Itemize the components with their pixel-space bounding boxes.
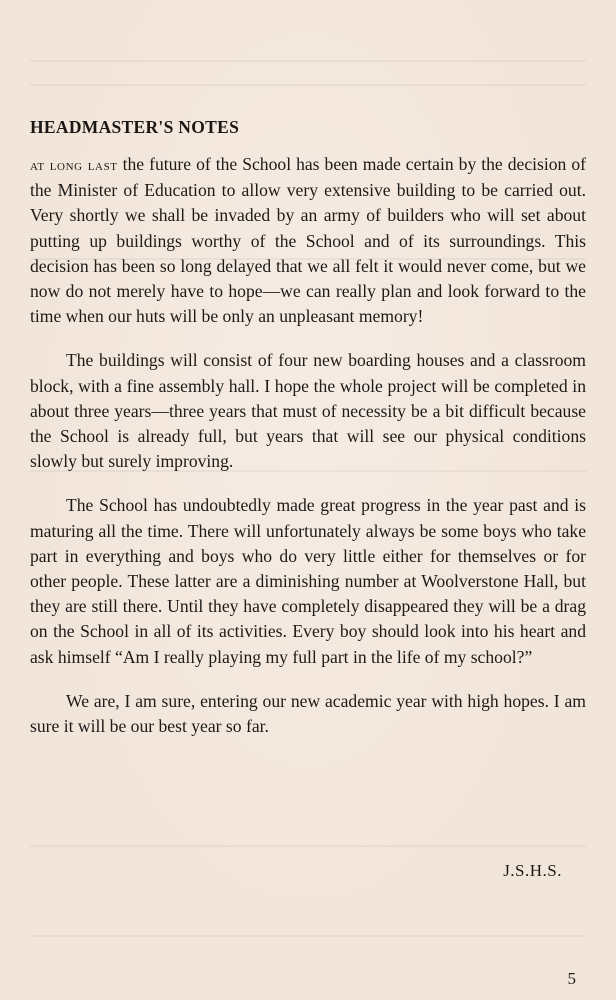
page-number: 5 (567, 969, 576, 988)
bleed-through-line (30, 60, 586, 62)
bleed-through-line (30, 845, 586, 847)
lead-in-smallcaps: at long last (30, 157, 118, 174)
article (30, 117, 586, 758)
paragraph-2: The buildings will consist of four new boarding houses and a classroom block, with a fine assembly hall. I hope the whole project will be completed in about three years—three years that must of necessity be a bit difficult because the School is already full, but years that will see our physical conditions slowly but surely improving. (30, 350, 586, 472)
paragraph-1-text: the future of the School has been made certain by the decision of the Minister of Education to allow very extensive building to be carried out. Very shortly we shall be invaded by an army of builders who will set about putting up buildings worthy of the School and of its surroundings. This decision has been so long delayed that we all felt it would never come, but we now do not merely have to hope—we can really plan and look forward to the time when our huts will be only an unpleasant memory! (30, 154, 586, 327)
article-heading: HEADMASTER'S NOTES (30, 117, 240, 137)
bleed-through-line (30, 84, 586, 86)
signature-initials: J.S.H.S. (503, 861, 562, 880)
paragraph-3: The School has undoubtedly made great progress in the year past and is maturing all the time. There will unfortunately always be some boys who take part in everything and boys who do very little either for themselves or for other people. These latter are a diminishing number at Woolverstone Hall, but they are still there. Until they have completely disappeared they will be a drag on the School in all of its activities. Every boy should look into his heart and ask himself “Am I really playing my full part in the life of my school?” (30, 495, 586, 667)
paragraph-1 (30, 152, 586, 329)
bleed-through-line (30, 935, 586, 937)
paragraph-4: We are, I am sure, entering our new academic year with high hopes. I am sure it will be our best year so far. (30, 690, 586, 737)
